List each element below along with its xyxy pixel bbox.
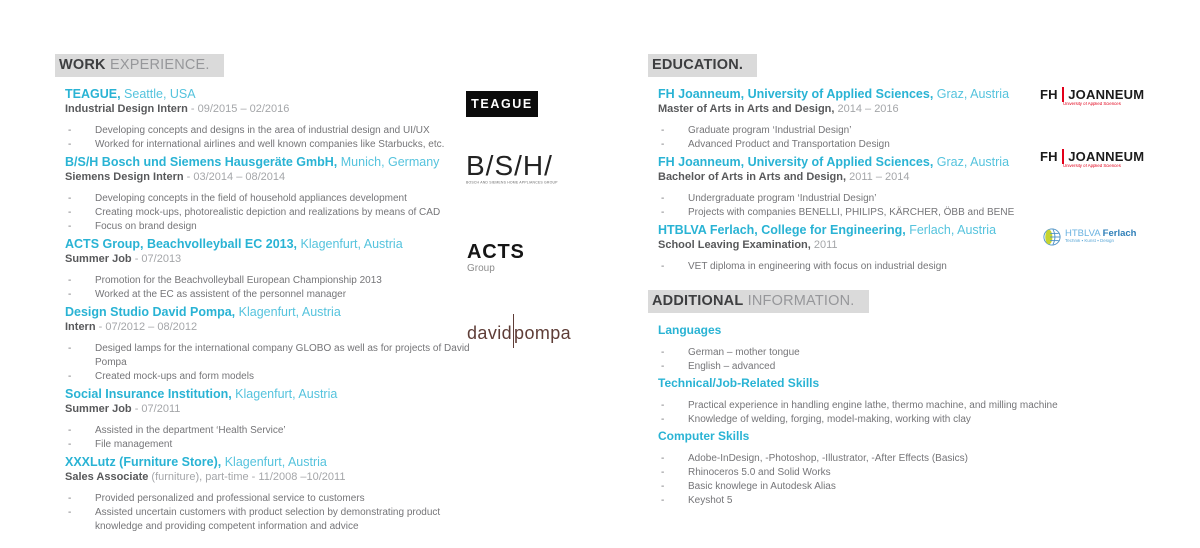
bullet-item	[658, 413, 1118, 427]
bullet-text: Promotion for the Beachvolleyball European Championship 2013	[95, 275, 382, 286]
bullet-text: Projects with companies BENELLI, PHILIPS, KÄRCHER, ÖBB and BENE	[688, 207, 1015, 218]
fh-joanneum-wordmark	[1040, 149, 1144, 164]
org-name: ACTS Group, Beachvolleyball EC 2013,	[65, 237, 298, 251]
work-experience-column	[55, 54, 480, 538]
fh-logo-red-divider	[1062, 87, 1065, 102]
bullet-text: Basic knowlege in Autodesk Alias	[688, 481, 836, 492]
degree-title: Master of Arts in Arts and Design,	[658, 103, 835, 115]
htblva-globe-icon	[1043, 228, 1061, 246]
bullet-dash: -	[68, 125, 72, 136]
subsection-technical-skills	[648, 377, 1118, 427]
bullet-item	[65, 206, 480, 220]
org-line	[65, 156, 480, 169]
bullet-dash: -	[661, 125, 665, 136]
role-title: Intern	[65, 321, 96, 333]
fh-logo-fh-text: FH	[1040, 87, 1058, 102]
bullet-list	[658, 260, 1118, 274]
bullet-text: Creating mock-ups, photorealistic depiction and realizations by means of CAD	[95, 207, 441, 218]
fh-logo-fh-text: FH	[1040, 149, 1058, 164]
bullet-dash: -	[68, 493, 72, 504]
header-light-text: EXPERIENCE.	[109, 57, 210, 73]
bullet-item	[65, 138, 480, 152]
role-line	[65, 321, 480, 333]
bullet-text: VET diploma in engineering with focus on industrial design	[688, 261, 947, 272]
bullet-item	[65, 492, 480, 506]
htblva-name-light: HTBLVA	[1065, 228, 1103, 239]
bullet-dash: -	[68, 439, 72, 450]
bullet-dash: -	[661, 414, 665, 425]
davidpompa-logo-right: pompa	[514, 323, 572, 343]
work-entry-teague	[55, 88, 480, 152]
bullet-dash: -	[68, 343, 72, 354]
bullet-text: Worked at the EC as assistent of the personnel manager	[95, 289, 347, 300]
org-location: Klagenfurt, Austria	[221, 455, 327, 469]
role-title: Siemens Design Intern	[65, 171, 184, 183]
work-entry-social-insurance	[55, 388, 480, 452]
role-dates: (furniture), part-time - 11/2008 –10/2011	[148, 471, 346, 483]
education-header	[648, 54, 757, 77]
org-name: XXXLutz (Furniture Store),	[65, 455, 222, 469]
education-column	[648, 54, 1118, 511]
work-entry-bsh	[55, 156, 480, 234]
bullet-item	[65, 288, 480, 302]
bsh-logo	[466, 151, 624, 187]
bullet-list	[658, 399, 1118, 427]
bullet-list	[65, 342, 480, 384]
fh-joanneum-wordmark	[1040, 87, 1144, 102]
bullet-dash: -	[68, 207, 72, 218]
org-location: Klagenfurt, Austria	[297, 237, 403, 251]
bullet-dash: -	[661, 481, 665, 492]
header-bold-text: EDUCATION.	[652, 57, 744, 73]
fh-logo-red-divider	[1062, 149, 1065, 164]
subsection-title: Technical/Job-Related Skills	[658, 376, 820, 390]
bullet-text: Undergraduate program ‘Industrial Design’	[688, 193, 877, 204]
htblva-tagline: Technik ▪ Kunst ▪ Design	[1065, 239, 1114, 244]
org-location: Munich, Germany	[337, 155, 440, 169]
subsection-title: Computer Skills	[658, 429, 750, 443]
org-line	[65, 388, 480, 401]
bullet-item	[65, 192, 480, 206]
bullet-list	[658, 452, 1118, 508]
fh-logo-joanneum-text: JOANNEUM	[1068, 87, 1145, 102]
bullet-list	[65, 492, 480, 534]
davidpompa-logo-left: david	[467, 323, 513, 343]
role-dates: - 07/2013	[131, 253, 182, 265]
bullet-dash: -	[68, 507, 72, 518]
fh-logo-subtitle: University of Applied Sciences	[1063, 102, 1121, 107]
role-title: Summer Job	[65, 403, 132, 415]
subsection-languages	[648, 324, 1118, 374]
bullet-item	[65, 424, 480, 438]
bullet-text: Advanced Product and Transportation Design	[688, 139, 890, 150]
bullet-list	[65, 124, 480, 152]
bullet-item	[65, 438, 480, 452]
bullet-dash: -	[661, 361, 665, 372]
bullet-list	[658, 346, 1118, 374]
role-dates: - 07/2011	[131, 403, 181, 415]
degree-title: School Leaving Examination,	[658, 239, 811, 251]
bullet-item	[658, 466, 1118, 480]
role-title: Summer Job	[65, 253, 132, 265]
fh-joanneum-logo-1	[1040, 87, 1144, 108]
teague-logo-text: TEAGUE	[471, 97, 533, 111]
bullet-item	[65, 506, 480, 534]
acts-group-logo	[467, 242, 525, 274]
bullet-text: Adobe-InDesign, -Photoshop, -Illustrator, -After Effects (Basics)	[688, 453, 968, 464]
bullet-dash: -	[68, 289, 72, 300]
htblva-wordmark	[1065, 229, 1136, 239]
bullet-text: Rhinoceros 5.0 and Solid Works	[688, 467, 831, 478]
bullet-text: Provided personalized and professional service to customers	[95, 493, 365, 504]
bullet-list	[65, 192, 480, 234]
role-line	[65, 103, 480, 115]
additional-information-header	[648, 290, 869, 313]
org-line	[65, 456, 480, 469]
bullet-dash: -	[68, 371, 72, 382]
org-location: Klagenfurt, Austria	[235, 305, 341, 319]
bullet-dash: -	[661, 347, 665, 358]
org-name: FH Joanneum, University of Applied Sciences,	[658, 155, 934, 169]
org-location: Graz, Austria	[933, 155, 1010, 169]
htblva-name-bold: Ferlach	[1102, 228, 1137, 239]
org-line	[65, 306, 480, 319]
bullet-dash: -	[661, 400, 665, 411]
work-entry-xxxlutz	[55, 456, 480, 534]
bullet-dash: -	[68, 139, 72, 150]
bullet-text: Keyshot 5	[688, 495, 733, 506]
bullet-text: Assisted in the department ‘Health Service’	[95, 425, 286, 436]
org-name: FH Joanneum, University of Applied Sciences,	[658, 87, 934, 101]
bullet-text: Focus on brand design	[95, 221, 197, 232]
bullet-item	[658, 206, 1118, 220]
bullet-dash: -	[661, 453, 665, 464]
bullet-item	[658, 399, 1118, 413]
bullet-item	[658, 494, 1118, 508]
bullet-text: English – advanced	[688, 361, 776, 372]
bullet-dash: -	[68, 193, 72, 204]
bullet-item	[65, 220, 480, 234]
bullet-text: Worked for international airlines and well known companies like Starbucks, etc.	[95, 139, 445, 150]
bullet-dash: -	[661, 193, 665, 204]
role-title: Sales Associate	[65, 471, 149, 483]
htblva-text-block	[1065, 229, 1136, 245]
header-bold-text: WORK	[59, 57, 106, 73]
davidpompa-logo	[467, 314, 571, 348]
degree-dates: 2011 – 2014	[846, 171, 910, 183]
fh-logo-joanneum-text: JOANNEUM	[1068, 149, 1145, 164]
role-line	[658, 171, 1118, 183]
teague-logo	[466, 91, 538, 117]
role-line	[65, 403, 480, 415]
bullet-text: Desiged lamps for the international company GLOBO as well as for projects of David Pompa	[95, 343, 470, 368]
work-entry-acts	[55, 238, 480, 302]
bullet-text: Graduate program ‘Industrial Design’	[688, 125, 852, 136]
org-line	[65, 238, 480, 251]
header-light-text: INFORMATION.	[747, 293, 855, 309]
org-name: Social Insurance Institution,	[65, 387, 232, 401]
role-dates: - 09/2015 – 02/2016	[187, 103, 290, 115]
role-dates: - 03/2014 – 08/2014	[183, 171, 286, 183]
role-line	[65, 471, 480, 483]
bullet-item	[658, 192, 1118, 206]
header-bold-text: ADDITIONAL	[652, 293, 744, 309]
bullet-text: Developing concepts and designs in the area of industrial design and UI/UX	[95, 125, 430, 136]
org-location: Seattle, USA	[120, 87, 196, 101]
org-name: Design Studio David Pompa,	[65, 305, 236, 319]
org-location: Klagenfurt, Austria	[231, 387, 338, 401]
work-entry-david-pompa	[55, 306, 480, 384]
bullet-item	[658, 360, 1118, 374]
bullet-dash: -	[68, 275, 72, 286]
bullet-dash: -	[661, 467, 665, 478]
subsection-computer-skills	[648, 430, 1118, 508]
bullet-list	[658, 124, 1118, 152]
role-line	[65, 253, 480, 265]
bullet-text: Created mock-ups and form models	[95, 371, 254, 382]
bullet-item	[65, 274, 480, 288]
bullet-dash: -	[661, 139, 665, 150]
subsection-title: Languages	[658, 323, 722, 337]
bullet-item	[65, 342, 480, 370]
bullet-item	[658, 124, 1118, 138]
acts-logo-text: ACTS	[467, 241, 525, 263]
bsh-logo-text: B/S/H/	[466, 150, 553, 181]
bullet-dash: -	[68, 425, 72, 436]
acts-logo-subtext: Group	[467, 263, 495, 274]
bullet-item	[65, 124, 480, 138]
role-title: Industrial Design Intern	[65, 103, 188, 115]
org-name: HTBLVA Ferlach, College for Engineering,	[658, 223, 906, 237]
degree-title: Bachelor of Arts in Arts and Design,	[658, 171, 847, 183]
bullet-dash: -	[661, 207, 665, 218]
bullet-item	[658, 260, 1118, 274]
bullet-dash: -	[661, 261, 665, 272]
fh-logo-subtitle: University of Applied Sciences	[1063, 164, 1121, 169]
bullet-dash: -	[68, 221, 72, 232]
bullet-dash: -	[661, 495, 665, 506]
org-location: Ferlach, Austria	[905, 223, 997, 237]
bullet-list	[658, 192, 1118, 220]
work-experience-header	[55, 54, 224, 77]
fh-joanneum-logo-2	[1040, 149, 1144, 170]
bullet-text: File management	[95, 439, 173, 450]
bullet-text: Developing concepts in the field of household appliances development	[95, 193, 407, 204]
bullet-item	[658, 452, 1118, 466]
degree-dates: 2011	[810, 239, 838, 251]
role-line	[65, 171, 480, 183]
bullet-item	[658, 346, 1118, 360]
bullet-item	[65, 370, 480, 384]
bullet-text: Knowledge of welding, forging, model-making, working with clay	[688, 414, 971, 425]
org-line	[65, 88, 480, 101]
degree-dates: 2014 – 2016	[834, 103, 899, 115]
bullet-text: Practical experience in handling engine lathe, thermo machine, and milling machine	[688, 400, 1058, 411]
org-name: TEAGUE,	[65, 87, 121, 101]
role-dates: - 07/2012 – 08/2012	[95, 321, 198, 333]
htblva-ferlach-logo	[1043, 228, 1136, 246]
bullet-list	[65, 274, 480, 302]
bullet-text: German – mother tongue	[688, 347, 800, 358]
org-location: Graz, Austria	[933, 87, 1010, 101]
bullet-item	[658, 480, 1118, 494]
bsh-logo-tagline: BOSCH AND SIEMENS HOME APPLIANCES GROUP	[466, 181, 558, 185]
org-name: B/S/H Bosch und Siemens Hausgeräte GmbH,	[65, 155, 338, 169]
bullet-text: Assisted uncertain customers with product selection by demonstrating product knowledge and providing competent information and advice	[95, 507, 441, 532]
bullet-list	[65, 424, 480, 452]
